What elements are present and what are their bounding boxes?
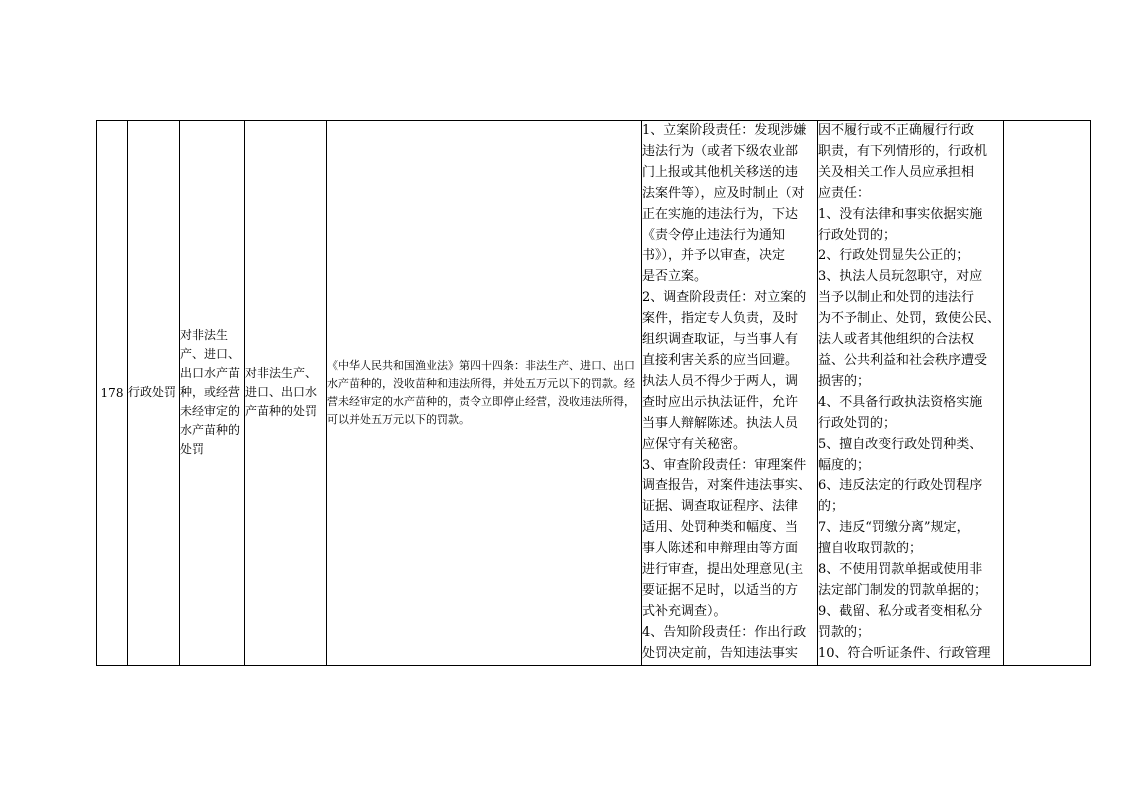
responsibility-line: 应保守有关秘密。 [642,436,747,452]
legal-basis: 《中华人民共和国渔业法》第四十四条：非法生产、进口、出口水产苗种的，没收苗种和违法所得，并处五万元以下的罚款。经营未经审定的水产苗种的，责令立即停止经营，没收违法所得，可以并处五万元以下的罚款。 [327,121,642,666]
accountability-line: 2、行政处罚显失公正的； [818,248,970,264]
accountability-line: 的； [818,499,845,515]
accountability-line: 3、执法人员玩忽职守，对应 [818,269,983,285]
accountability-list [818,121,1004,666]
responsibility-line: 证据、调查取证程序、法律 [642,499,799,515]
accountability-line: 法定部门制发的罚款单据的； [818,582,988,598]
responsibility-line: 适用、处罚种类和幅度、当 [642,520,799,536]
responsibility-line: 直接利害关系的应当回避。 [642,352,799,368]
accountability-line: 幅度的； [818,457,871,473]
accountability-line: 损害的； [818,373,871,389]
row-number: 178 [97,121,128,666]
responsibility-line: 式补充调查）。 [642,603,727,619]
remarks [1004,121,1091,666]
accountability-line: 5、擅自改变行政处罚种类、 [818,436,983,452]
accountability-line: 擅自收取罚款的； [818,541,923,557]
accountability-line: 应责任： [818,185,871,201]
sub-item-name: 对非法生产、进口、出口水产苗种的处罚 [245,121,327,666]
accountability-line: 关及相关工作人员应承担相 [818,164,975,180]
responsibility-line: 是否立案。 [642,269,708,285]
accountability-line: 8、不使用罚款单据或使用非 [818,562,983,578]
responsibility-line: 当事人辩解陈述。执法人员 [642,415,799,431]
accountability-line: 为不予制止、处罚，致使公民、 [818,311,1001,327]
responsibility-line: 违法行为（或者下级农业部 [642,143,799,159]
responsibility-line: 门上报或其他机关移送的违 [642,164,799,180]
accountability-line: 行政处罚的； [818,227,897,243]
accountability-line: 因不履行或不正确履行行政 [818,123,975,138]
responsibility-line: 1、立案阶段责任：发现涉嫌 [642,123,807,138]
accountability-line: 法人或者其他组织的合法权 [818,332,975,348]
responsibility-line: 事人陈述和申辩理由等方面 [642,541,799,557]
responsibility-list [642,121,818,666]
accountability-line: 4、不具备行政执法资格实施 [818,394,983,410]
responsibility-line: 查时应出示执法证件，允许 [642,394,799,410]
responsibility-line: 要证据不足时，以适当的方 [642,582,799,598]
responsibility-line: 4、告知阶段责任：作出行政 [642,624,807,640]
responsibility-line: 执法人员不得少于两人，调 [642,373,799,389]
accountability-line: 益、公共利益和社会秩序遭受 [818,352,988,368]
responsibility-line: 组织调查取证，与当事人有 [642,332,799,348]
responsibility-line: 法案件等），应及时制止（对 [642,185,805,201]
responsibility-line: 案件，指定专人负责，及时 [642,311,799,327]
accountability-line: 6、违反法定的行政处罚程序 [818,478,983,494]
responsibility-line: 2、调查阶段责任：对立案的 [642,290,807,306]
responsibility-line: 3、审查阶段责任：审理案件 [642,457,807,473]
accountability-line: 1、没有法律和事实依据实施 [818,206,983,222]
accountability-line: 7、违反“罚缴分离”规定， [818,520,970,536]
power-list-table [96,120,1091,666]
responsibility-line: 处罚决定前，告知违法事实 [642,645,799,661]
accountability-line: 行政处罚的； [818,415,897,431]
accountability-line: 9、截留、私分或者变相私分 [818,603,983,619]
accountability-line: 当予以制止和处罚的违法行 [818,290,975,306]
responsibility-line: 调查报告，对案件违法事实、 [642,478,812,494]
accountability-line: 10、符合听证条件、行政管理 [818,645,991,661]
table-row [97,121,1091,666]
power-category: 行政处罚 [128,121,180,666]
responsibility-line: 进行审查，提出处理意见(主 [642,562,804,578]
accountability-line: 罚款的； [818,624,871,640]
responsibility-line: 书》），并予以审查，决定 [642,248,786,264]
accountability-line: 职责，有下列情形的，行政机 [818,143,988,159]
item-name: 对非法生产、进口、出口水产苗种，或经营未经审定的水产苗种的处罚 [180,121,245,666]
responsibility-line: 《责令停止违法行为通知 [642,227,786,243]
responsibility-line: 正在实施的违法行为，下达 [642,206,799,222]
